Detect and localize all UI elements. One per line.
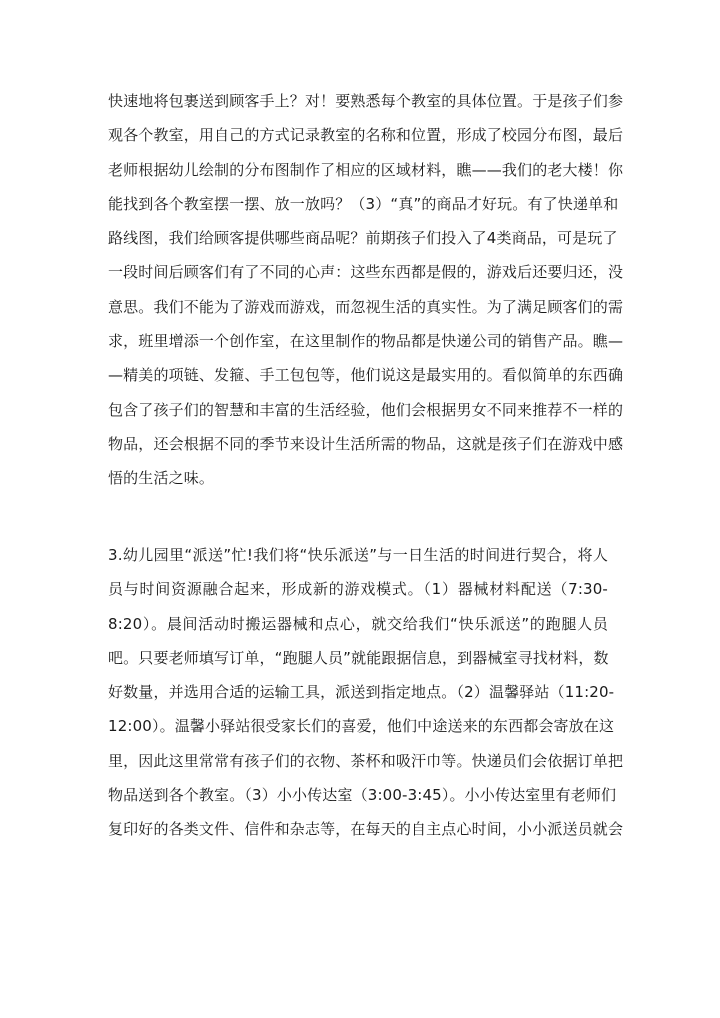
text-line: 复印好的各类文件、信件和杂志等，在每天的自主点心时间，小小派送员就会 — [108, 820, 624, 839]
paragraph-2 — [108, 538, 624, 847]
text-line: 能找到各个教室摆一摆、放一放吗？（3）“真”的商品才好玩。有了快递单和 — [108, 194, 619, 213]
text-line: 老师根据幼儿绘制的分布图制作了相应的区域材料，瞧——我们的老大楼！你 — [108, 160, 624, 179]
text-line: 包含了孩子们的智慧和丰富的生活经验，他们会根据男女不同来推荐不一样的 — [108, 400, 624, 419]
text-line: 吧。只要老师填写订单，“跑腿人员”就能跟据信息，到器械室寻找材料，数 — [108, 648, 609, 667]
text-line: 里，因此这里常常有孩子们的衣物、茶杯和吸汗巾等。快递员们会依据订单把 — [108, 751, 624, 770]
text-line: 观各个教室，用自己的方式记录教室的名称和位置，形成了校园分布图，最后 — [108, 126, 624, 145]
text-line: 物品，还会根据不同的季节来设计生活所需的物品，这就是孩子们在游戏中感 — [108, 434, 624, 453]
text-line: —精美的项链、发箍、手工包包等，他们说这是最实用的。看似简单的东西确 — [108, 366, 624, 385]
text-line: 路线图，我们给顾客提供哪些商品呢？前期孩子们投入了4类商品，可是玩了 — [108, 229, 618, 248]
text-line: 好数量，并选用合适的运输工具，派送到指定地点。（2）温馨驿站（11:20- — [108, 683, 615, 702]
text-line: 3.幼儿园里“派送”忙!我们将“快乐派送”与一日生活的时间进行契合，将人 — [108, 546, 608, 564]
text-line: 员与时间资源融合起来，形成新的游戏模式。（1）器械材料配送（7:30- — [108, 580, 608, 599]
text-line: 物品送到各个教室。（3）小小传达室（3:00-3:45）。小小传达室里有老师们 — [108, 786, 617, 805]
text-line: 8:20）。晨间活动时搬运器械和点心，就交给我们“快乐派送”的跑腿人员 — [108, 614, 608, 633]
text-line: 求，班里增添一个创作室，在这里制作的物品都是快递公司的销售产品。瞧— — [108, 332, 624, 351]
text-line: 快速地将包裹送到顾客手上？对！要熟悉每个教室的具体位置。于是孩子们参 — [108, 92, 624, 110]
text-line: 意思。我们不能为了游戏而游戏，而忽视生活的真实性。为了满足顾客们的需 — [108, 297, 624, 316]
paragraph-1 — [108, 84, 624, 496]
text-line: 悟的生活之味。 — [108, 469, 215, 488]
text-line: 一段时间后顾客们有了不同的心声：这些东西都是假的，游戏后还要归还，没 — [108, 263, 624, 282]
text-line: 12:00）。温馨小驿站很受家长们的喜爱，他们中途送来的东西都会寄放在这 — [108, 717, 615, 736]
